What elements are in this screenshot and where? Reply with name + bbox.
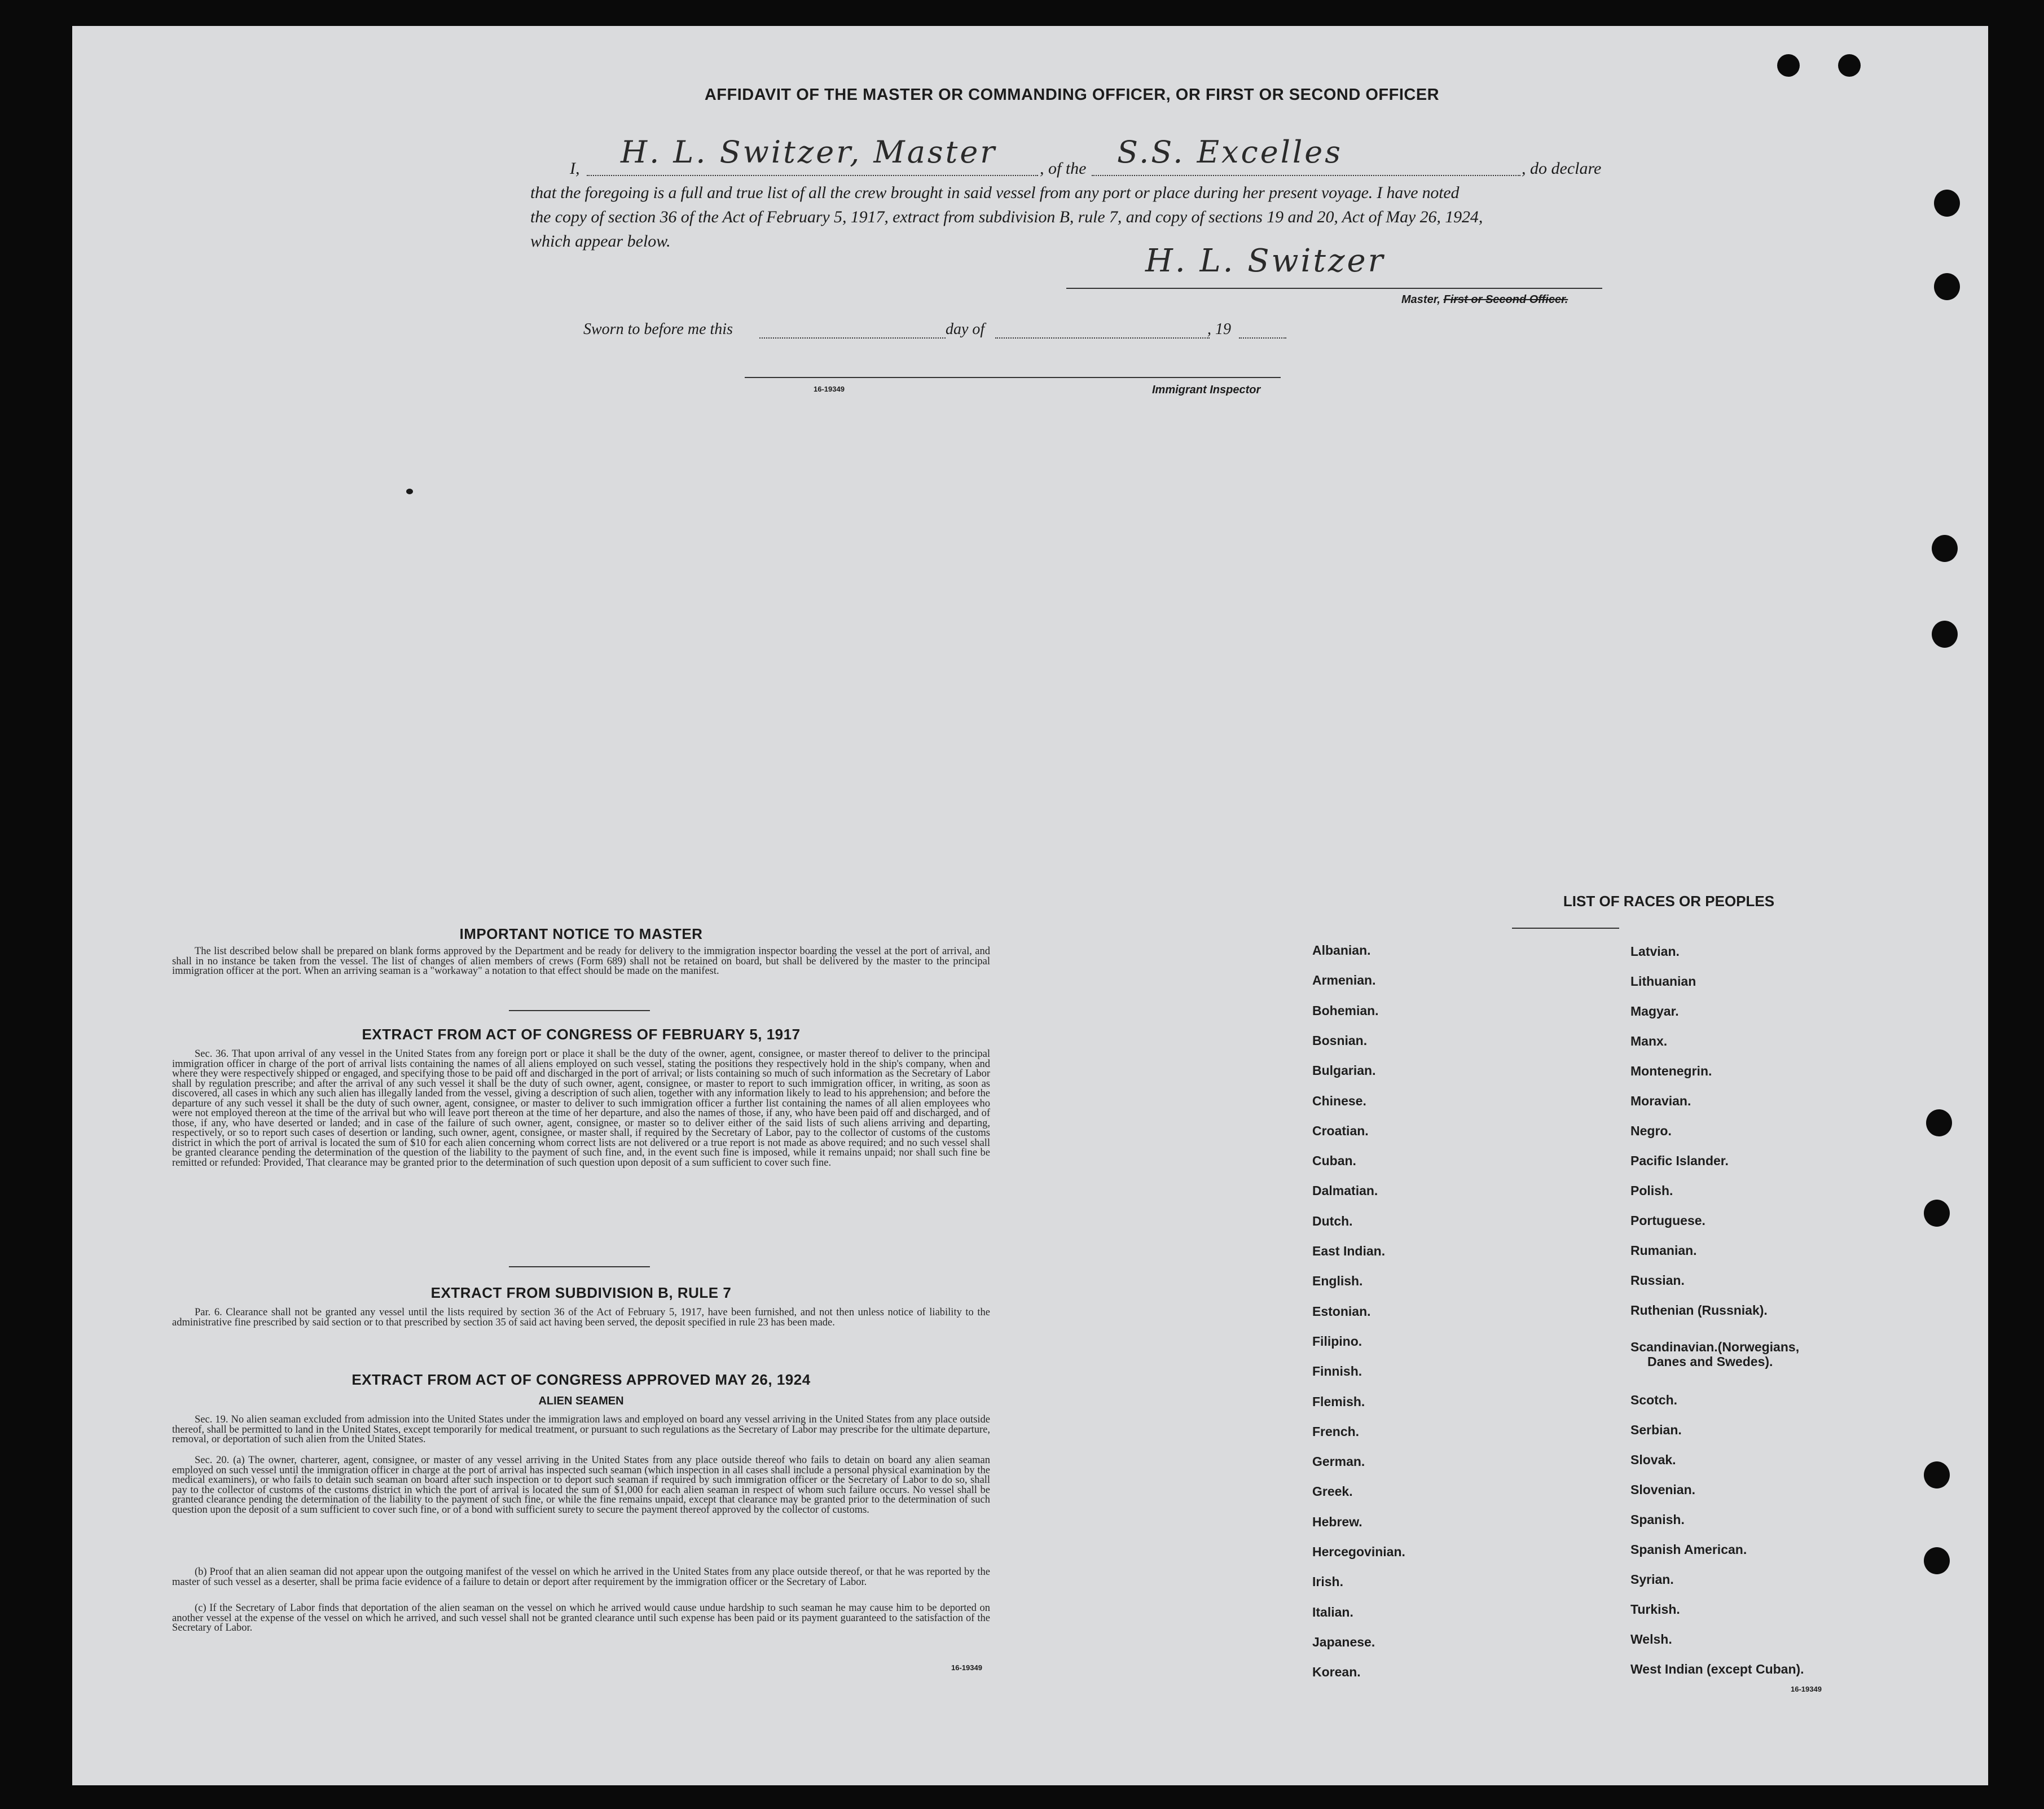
race-item: Bosnian. xyxy=(1312,1033,1368,1048)
punch-hole xyxy=(1924,1547,1950,1574)
race-item: Bohemian. xyxy=(1312,1003,1379,1018)
inspector-label: Immigrant Inspector xyxy=(1152,384,1261,396)
month-line xyxy=(995,337,1210,339)
race-item: Japanese. xyxy=(1312,1635,1375,1649)
sec-20c-text: (c) If the Secretary of Labor finds that deportation of the alien seaman on the vessel on which he arrived would cause undue hardship to such seaman he may cause him to be deported on another vessel at the expense of the vessel on which he arrived, and such vessel shall not be granted clearance until such expense has been paid or its payment guaranteed to the satisfaction of the Secretary of Labor. xyxy=(172,1602,990,1634)
race-item: Chinese. xyxy=(1312,1094,1366,1108)
race-item: Montenegrin. xyxy=(1630,1064,1712,1078)
punch-hole xyxy=(1924,1461,1950,1489)
race-item: Dalmatian. xyxy=(1312,1183,1378,1198)
sec-20a-text: Sec. 20. (a) The owner, charterer, agent, consignee, or master of any vessel arriving in the United States from any place outside thereof who fails to detain on board any alien seaman employed on such vessel until the immigration officer in charge at the port of arrival has inspected such seaman (which inspection in all cases shall include a personal physical examination by the medical examiners), or who fails to detain such seaman on board after such inspection or to deport such seaman if required by such immigration officer or the Secretary of Labor to do so, shall pay to the collector of customs of the customs district in which the port of arrival is located the sum of $1,000 for each alien seaman in respect of whom such failure occurs. No vessel shall be granted clearance pending the determination of the liability to the payment of such fine, or while the fine remains unpaid, except that clearance may be granted prior to the determination of such question upon the deposit of a sum sufficient to cover such fine, or of a bond with sufficient surety to secure the payment thereof approved by the collector of customs. xyxy=(172,1455,990,1516)
race-item: East Indian. xyxy=(1312,1244,1386,1258)
races-form-number: 16-19349 xyxy=(1791,1685,1822,1693)
signer-title xyxy=(1401,293,1568,306)
race-item: Syrian. xyxy=(1630,1572,1674,1587)
race-item: Hebrew. xyxy=(1312,1514,1362,1529)
race-item: Filipino. xyxy=(1312,1334,1362,1349)
race-item: Ruthenian (Russniak). xyxy=(1630,1303,1768,1318)
affidavit-line-2: that the foregoing is a full and true list of all the crew brought in said vessel from any port or place during her present voyage. I have noted xyxy=(530,183,1460,202)
race-item: Korean. xyxy=(1312,1665,1361,1679)
vessel-fill-line xyxy=(1092,175,1520,176)
act-1917-text: Sec. 36. That upon arrival of any vessel in the United States from any foreign port or place it shall be the duty of the owner, agent, consignee, or master thereof to deliver to the principal immigration officer in charge of the port of arrival lists containing the names of all aliens employed on such vessel, stating the positions they respectively hold in the ship's company, when and where they were respectively shipped or engaged, and specifying those to be paid off and discharged in the port of arrival; or lists containing so much of such information as the Secretary of Labor shall by regulation prescribe; and after the arrival of any such vessel it shall be the duty of such owner, agent, consignee, or master to report to such immigration officer, in writing, as soon as discovered, all cases in which any such alien has illegally landed from the vessel, giving a description of such alien, together with any information likely to lead to his apprehension; and before the departure of any such vessel it shall be the duty of such owner, agent, consignee, or master to deliver to such immigration officer a further list containing the names of all alien employees who were not employed thereon at the time of the arrival but who will leave port thereon at the time of her departure, and also the names of those, if any, who have been paid off and discharged, and of those, if any, who have deserted or landed; and in case of the failure of such owner, agent, consignee, or master so to deliver either of the said lists of such aliens arriving and departing, respectively, or so to report such cases of desertion or landing, such owner, agent, consignee, or master shall, if required by the Secretary of Labor, pay to the collector of customs of the customs district in which the port of arrival is located the sum of $10 for each alien concerning whom correct lists are not delivered or a true report is not made as above required; and no such vessel shall be granted clearance pending the determination of the question of the liability to the payment of such fine, and, in the event such fine is imposed, while it remains unpaid; nor shall such fine be remitted or refunded: Provided, That clearance may be granted prior to the determination of such question upon deposit of a sum sufficient to cover such fine. xyxy=(172,1048,990,1169)
punch-hole xyxy=(1934,190,1960,217)
race-item: Polish. xyxy=(1630,1183,1673,1198)
race-item: Magyar. xyxy=(1630,1004,1679,1018)
race-item: Turkish. xyxy=(1630,1602,1680,1617)
race-item: German. xyxy=(1312,1454,1365,1469)
notice-title: IMPORTANT NOTICE TO MASTER xyxy=(459,925,703,942)
year-label: , 19 xyxy=(1207,320,1231,338)
affidavit-form-number: 16-19349 xyxy=(814,385,845,393)
inspector-line xyxy=(745,377,1281,378)
race-item: Albanian. xyxy=(1312,943,1371,958)
race-item: Irish. xyxy=(1312,1574,1343,1589)
race-item: Rumanian. xyxy=(1630,1243,1697,1258)
race-item: Hercegovinian. xyxy=(1312,1544,1405,1559)
races-title-rule xyxy=(1512,928,1619,929)
race-item: French. xyxy=(1312,1424,1360,1439)
punch-hole xyxy=(1926,1109,1952,1136)
race-item: Croatian. xyxy=(1312,1123,1369,1138)
divider xyxy=(509,1266,650,1267)
race-item: Danes and Swedes). xyxy=(1647,1354,1773,1369)
subdivision-title: EXTRACT FROM SUBDIVISION B, RULE 7 xyxy=(430,1284,732,1301)
race-item: Portuguese. xyxy=(1630,1213,1705,1228)
affidavit-declare-label: , do declare xyxy=(1522,159,1602,178)
ink-spot xyxy=(406,489,413,494)
race-item: Finnish. xyxy=(1312,1364,1362,1378)
notice-text: The list described below shall be prepared on blank forms approved by the Department and be ready for delivery to the immigration inspector boarding the vessel at the port of arrival, and shall in no instance be taken from the vessel. The list of changes of alien members of crews (Form 689) shall not be retained on board, but shall be delivered by the master to the principal immigration officer at the port. When an arriving seaman is a "workaway" a notation to that effect should be made on the manifest. xyxy=(172,946,990,977)
race-item: Estonian. xyxy=(1312,1304,1371,1319)
signer-title-master: Master, xyxy=(1401,293,1440,306)
act-1924-title: EXTRACT FROM ACT OF CONGRESS APPROVED MAY 26, 1924 xyxy=(351,1371,811,1388)
subdivision-text: Par. 6. Clearance shall not be granted any vessel until the lists required by section 36 of the Act of February 5, 1917, have been furnished, and not then unless notice of liability to the administrative fine prescribed by said section or to that prescribed by section 35 of said act having been served, the deposit specified in rule 23 has been made. xyxy=(172,1307,990,1328)
affidavit-i-label: I, xyxy=(570,159,580,178)
race-item: Italian. xyxy=(1312,1605,1353,1619)
punch-hole xyxy=(1838,54,1861,77)
affidavit-line-4: which appear below. xyxy=(530,232,671,251)
punch-hole xyxy=(1932,535,1958,562)
race-item: Flemish. xyxy=(1312,1394,1365,1409)
race-item: English. xyxy=(1312,1274,1363,1288)
affidavit-line-3: the copy of section 36 of the Act of February 5, 1917, extract from subdivision B, rule 7, and copy of sections 19 and 20, Act of May 26, 1924, xyxy=(530,208,1483,226)
day-of-label: day of xyxy=(946,320,985,338)
races-title: LIST OF RACES OR PEOPLES xyxy=(1563,893,1775,910)
race-item: Welsh. xyxy=(1630,1632,1672,1646)
race-item: Latvian. xyxy=(1630,944,1680,959)
signature-line xyxy=(1066,288,1602,289)
act-1917-title: EXTRACT FROM ACT OF CONGRESS OF FEBRUARY 5, 1917 xyxy=(362,1026,801,1043)
race-item: Bulgarian. xyxy=(1312,1063,1376,1078)
race-item: Moravian. xyxy=(1630,1094,1691,1108)
race-item: Scotch. xyxy=(1630,1393,1678,1407)
race-item: Greek. xyxy=(1312,1484,1353,1499)
race-item: Lithuanian xyxy=(1630,974,1696,989)
race-item: Spanish American. xyxy=(1630,1542,1747,1557)
affidavit-of-the-label: , of the xyxy=(1040,159,1087,178)
race-item: Slovak. xyxy=(1630,1452,1676,1467)
affidavit-title: AFFIDAVIT OF THE MASTER OR COMMANDING OFFICER, OR FIRST OR SECOND OFFICER xyxy=(704,86,1440,104)
handwritten-vessel: S.S. Excelles xyxy=(1117,134,1343,170)
punch-hole xyxy=(1777,54,1800,77)
race-item: Spanish. xyxy=(1630,1512,1685,1527)
race-item: Pacific Islander. xyxy=(1630,1153,1729,1168)
sworn-label: Sworn to before me this xyxy=(583,320,733,338)
sworn-day-line xyxy=(759,337,946,339)
name-fill-line xyxy=(587,175,1038,176)
race-item: Scandinavian.(Norwegians, xyxy=(1630,1340,1800,1354)
race-item: Manx. xyxy=(1630,1034,1668,1048)
race-item: Slovenian. xyxy=(1630,1482,1696,1497)
sec-19-text: Sec. 19. No alien seaman excluded from admission into the United States under the immigration laws and employed on board any vessel arriving in the United States from any place outside thereof, shall be permitted to land in the United States, except temporarily for medical treatment, or pursuant to such regulations as the Secretary of Labor may prescribe for the ultimate departure, removal, or deportation of such alien from the United States. xyxy=(172,1414,990,1445)
race-item: West Indian (except Cuban). xyxy=(1630,1662,1804,1676)
race-item: Russian. xyxy=(1630,1273,1685,1288)
race-item: Armenian. xyxy=(1312,973,1376,987)
signature: H. L. Switzer xyxy=(1145,243,1386,279)
handwritten-name: H. L. Switzer, Master xyxy=(621,134,997,170)
sec-20b-text: (b) Proof that an alien seaman did not appear upon the outgoing manifest of the vessel on which he arrived in the United States from any place outside thereof, or that he was reported by the master of such vessel as a deserter, shall be prima facie evidence of a failure to detain or deport after requirement by the immigration officer or the Secretary of Labor. xyxy=(172,1566,990,1588)
year-line xyxy=(1239,337,1286,339)
signer-title-struck: First or Second Officer. xyxy=(1443,293,1568,306)
punch-hole xyxy=(1932,621,1958,648)
divider xyxy=(509,1010,650,1011)
race-item: Dutch. xyxy=(1312,1214,1353,1228)
race-item: Serbian. xyxy=(1630,1422,1682,1437)
alien-seamen-subtitle: ALIEN SEAMEN xyxy=(538,1395,624,1407)
race-item: Cuban. xyxy=(1312,1153,1356,1168)
punch-hole xyxy=(1934,273,1960,300)
act-1924-form-number: 16-19349 xyxy=(951,1663,982,1672)
punch-hole xyxy=(1924,1200,1950,1227)
race-item: Negro. xyxy=(1630,1123,1672,1138)
